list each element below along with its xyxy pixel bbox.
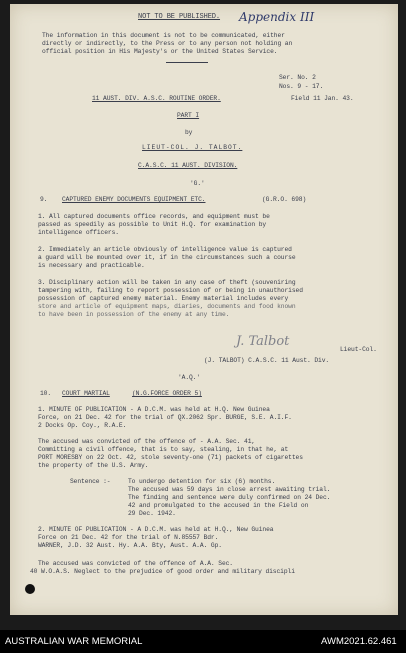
notice-line-3: official position in His Majesty's or the United States Service. bbox=[42, 48, 278, 55]
footer-accession-id: AWM2021.62.461 bbox=[321, 636, 397, 647]
document-page bbox=[10, 4, 398, 615]
signature-block: (J. TALBOT) C.A.S.C. 11 Aust. Div. bbox=[204, 357, 330, 364]
para3-line-4: store and article of equipment maps, diaries, documents and food known bbox=[38, 303, 296, 310]
sentence-line-4: 42 and promulgated to the accused in the Field on bbox=[128, 502, 309, 509]
part-heading: PART I bbox=[177, 112, 200, 119]
handwritten-annotation: Appendix III bbox=[239, 10, 315, 24]
charge1-line-1: The accused was convicted of the offence of - A.A. Sec. 41, bbox=[38, 438, 256, 445]
by-line: by bbox=[185, 129, 193, 136]
field-date: Field 11 Jan. 43. bbox=[291, 95, 354, 102]
para2-line-3: is necessary and practicable. bbox=[38, 262, 145, 269]
charge1-line-4: the property of the U.S. Army. bbox=[38, 462, 149, 469]
sentence-label: Sentence :- bbox=[70, 478, 111, 485]
minute2-line-3: WARNER, J.D. 32 Aust. Hy. A.A. Bty, Aust. A.A. Gp. bbox=[38, 542, 222, 549]
serial-number: Ser. No. 2 bbox=[279, 74, 316, 81]
section-aq-reference: (N.G.FORCE ORDER 5) bbox=[132, 390, 202, 397]
charge1-line-3: PORT MORESBY on 22 Oct. 42, stole seventy-one (71) packets of cigarettes bbox=[38, 454, 303, 461]
classification-title: NOT TO BE PUBLISHED. bbox=[138, 13, 221, 21]
notice-line-1: The information in this document is not to be communicated, either bbox=[42, 32, 285, 39]
sentence-line-1: To undergo detention for six (6) months. bbox=[128, 478, 276, 485]
sentence-line-2: The accused was 59 days in close arrest awaiting trial. bbox=[128, 486, 331, 493]
para1-line-3: intelligence officers. bbox=[38, 229, 119, 236]
order-title: 11 AUST. DIV. A.S.C. ROUTINE ORDER. bbox=[92, 95, 221, 102]
punch-hole bbox=[25, 584, 35, 594]
section-g-reference: (G.R.O. 698) bbox=[262, 196, 307, 203]
charge2-line-2: 40 W.O.A.S. Neglect to the prejudice of good order and military discipli bbox=[30, 568, 295, 575]
minute1-line-2: Force, on 21 Dec. 42 for the trial of QX.2062 Spr. BURGE, S.E. A.I.F. bbox=[38, 414, 292, 421]
section-aq-tag: 'A.Q.' bbox=[178, 374, 201, 381]
sentence-line-5: 29 Dec. 1942. bbox=[128, 510, 176, 517]
sentence-line-3: The finding and sentence were duly confirmed on 24 Dec. bbox=[128, 494, 331, 501]
section-g-number: 9. bbox=[40, 196, 48, 203]
para3-line-5: to have been in possession of the enemy at any time. bbox=[38, 311, 230, 318]
signature-rank: Lieut-Col. bbox=[340, 346, 377, 353]
section-g-heading: CAPTURED ENEMY DOCUMENTS EQUIPMENT ETC. bbox=[62, 196, 206, 203]
minute1-line-3: 2 Docks Op. Coy., R.A.E. bbox=[38, 422, 127, 429]
order-numbers: Nos. 9 - 17. bbox=[279, 83, 324, 90]
notice-divider bbox=[166, 62, 208, 63]
section-aq-number: 10. bbox=[40, 390, 52, 397]
para3-line-2: tampering with, failing to report possession of or being in unauthorised bbox=[38, 287, 303, 294]
footer-institution: AUSTRALIAN WAR MEMORIAL bbox=[5, 636, 143, 647]
unit-name: C.A.S.C. 11 AUST. DIVISION. bbox=[138, 162, 238, 169]
section-g-tag: 'G.' bbox=[190, 180, 205, 187]
minute2-line-2: Force on 21 Dec. 42 for the trial of N.85557 Bdr. bbox=[38, 534, 219, 541]
para2-line-2: a guard will be mounted over it, if in the circumstances such a course bbox=[38, 254, 296, 261]
handwritten-signature: J. Talbot bbox=[236, 334, 290, 349]
para2-line-1: 2. Immediately an article obviously of intelligence value is captured bbox=[38, 246, 292, 253]
minute1-line-1: 1. MINUTE OF PUBLICATION - A D.C.M. was held at H.Q. New Guinea bbox=[38, 406, 270, 413]
officer-name: LIEUT-COL. J. TALBOT. bbox=[142, 144, 243, 151]
para3-line-1: 3. Disciplinary action will be taken in any case of theft (souveniring bbox=[38, 279, 296, 286]
para3-line-3: possession of captured enemy material. Enemy material includes every bbox=[38, 295, 289, 302]
notice-line-2: directly or indirectly, to the Press or to any person not holding an bbox=[42, 40, 293, 47]
minute2-line-1: 2. MINUTE OF PUBLICATION - A D.C.M. was held at H.Q., New Guinea bbox=[38, 526, 274, 533]
charge1-line-2: Committing a civil offence, that is to say, stealing, in that he, at bbox=[38, 446, 289, 453]
para1-line-1: 1. All captured documents office records, and equipment must be bbox=[38, 213, 270, 220]
footer-bar bbox=[0, 630, 406, 653]
charge2-line-1: The accused was convicted of the offence of A.A. Sec. bbox=[38, 560, 233, 567]
section-aq-heading: COURT MARTIAL bbox=[62, 390, 110, 397]
para1-line-2: passed as speedily as possible to Unit H.Q. for examination by bbox=[38, 221, 267, 228]
